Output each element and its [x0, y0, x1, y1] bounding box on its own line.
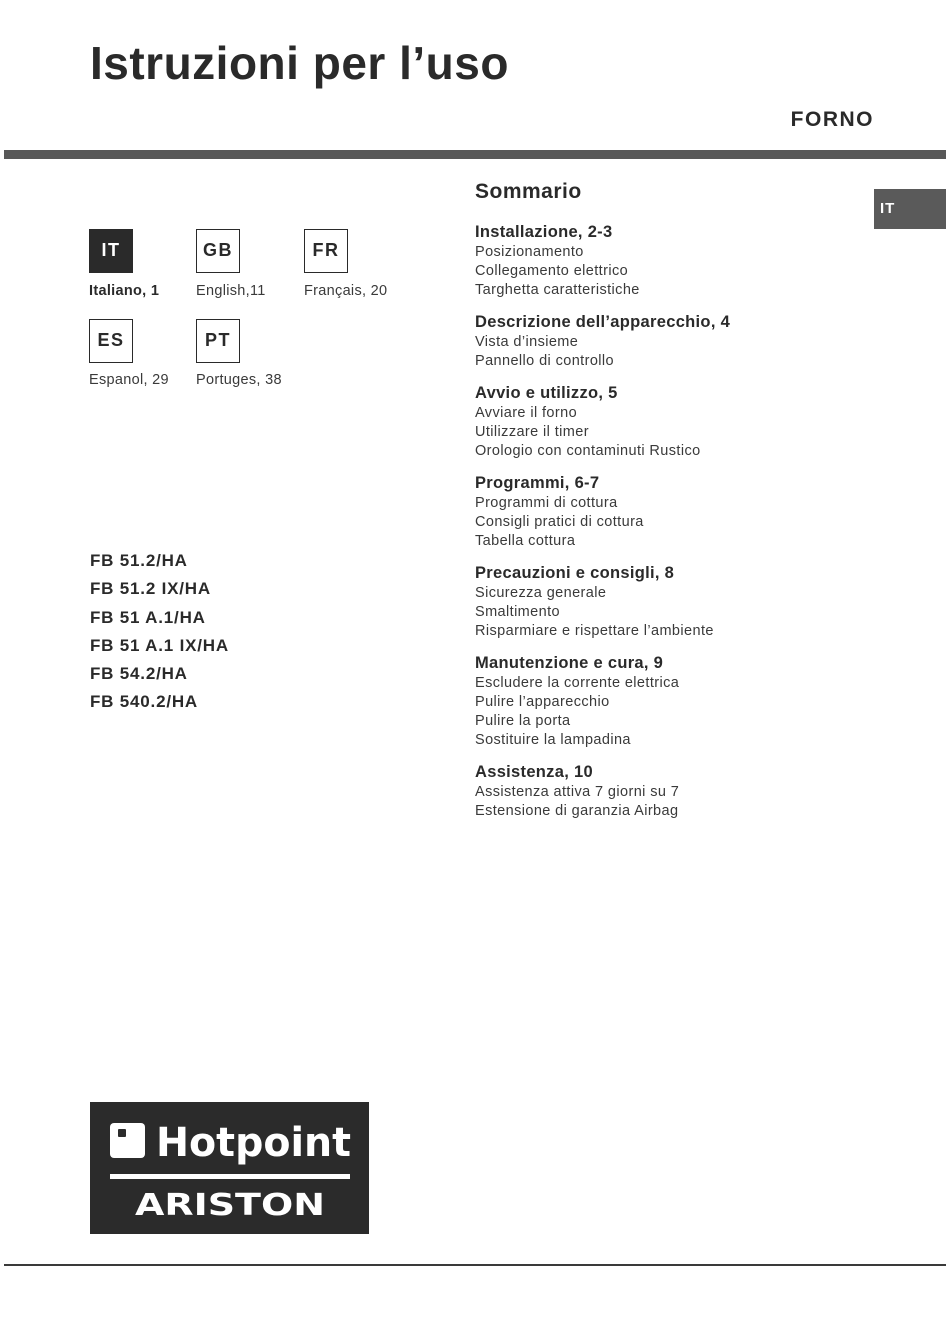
toc-item[interactable]: Avviare il forno — [475, 405, 578, 421]
toc-section-programmi — [475, 472, 855, 551]
toc-item[interactable]: Assistenza attiva 7 giorni su 7 — [475, 784, 680, 800]
lang-box-es[interactable]: ES — [89, 319, 133, 363]
lang-box-gb[interactable]: GB — [196, 229, 240, 273]
lang-label-es[interactable]: Espanol, 29 — [89, 372, 169, 388]
toc-item[interactable]: Pannello di controllo — [475, 353, 614, 369]
model-item: FB 51.2 IX/HA — [90, 579, 211, 599]
toc-item[interactable]: Vista d’insieme — [475, 334, 579, 350]
toc-item[interactable]: Estensione di garanzia Airbag — [475, 803, 679, 819]
model-item: FB 54.2/HA — [90, 664, 188, 684]
logo-wordmark-top: Hotpoint — [156, 1120, 351, 1166]
model-list — [90, 550, 229, 720]
toc-section-installazione — [475, 221, 855, 300]
lang-label-fr[interactable]: Français, 20 — [304, 283, 388, 299]
toc-heading[interactable]: Manutenzione e cura, 9 — [475, 654, 664, 672]
lang-label-pt[interactable]: Portuges, 38 — [196, 372, 282, 388]
model-item: FB 51 A.1 IX/HA — [90, 635, 229, 655]
lang-label-it[interactable]: Italiano, 1 — [89, 283, 160, 299]
toc-item[interactable]: Tabella cottura — [475, 533, 576, 549]
top-divider — [4, 150, 946, 159]
lang-box-pt[interactable]: PT — [196, 319, 240, 363]
model-item: FB 540.2/HA — [90, 692, 199, 712]
toc-item[interactable]: Risparmiare e rispettare l’ambiente — [475, 623, 714, 639]
toc-heading[interactable]: Assistenza, 10 — [475, 763, 593, 781]
logo-graphic — [90, 1102, 369, 1234]
toc-item[interactable]: Collegamento elettrico — [475, 263, 629, 279]
toc-item[interactable]: Pulire l’apparecchio — [475, 694, 610, 710]
toc-section-manutenzione — [475, 652, 855, 750]
toc-item[interactable]: Orologio con contaminuti Rustico — [475, 443, 701, 459]
lang-box-fr[interactable]: FR — [304, 229, 348, 273]
model-item: FB 51.2/HA — [90, 551, 188, 570]
logo-square-notch — [118, 1129, 126, 1137]
logo-divider — [110, 1174, 350, 1179]
toc-item[interactable]: Targhetta caratteristiche — [475, 282, 640, 298]
logo-square-icon — [110, 1123, 145, 1158]
toc-item[interactable]: Utilizzare il timer — [475, 424, 589, 440]
toc-item[interactable]: Programmi di cottura — [475, 495, 618, 511]
toc-item[interactable]: Smaltimento — [475, 604, 560, 620]
document-title: Istruzioni per l’uso — [90, 37, 509, 89]
model-item: FB 51 A.1/HA — [90, 607, 206, 627]
toc-heading[interactable]: Precauzioni e consigli, 8 — [475, 564, 675, 582]
toc-heading[interactable]: Avvio e utilizzo, 5 — [475, 384, 618, 402]
language-side-tab[interactable]: IT — [874, 189, 946, 229]
lang-label-gb[interactable]: English,11 — [196, 283, 266, 299]
toc-heading[interactable]: Installazione, 2-3 — [475, 223, 613, 241]
product-type: FORNO — [790, 108, 874, 131]
toc-item[interactable]: Posizionamento — [475, 244, 584, 260]
toc-item[interactable]: Sostituire la lampadina — [475, 732, 631, 748]
toc-heading[interactable]: Descrizione dell’apparecchio, 4 — [475, 313, 731, 331]
table-of-contents — [475, 221, 855, 832]
toc-item[interactable]: Escludere la corrente elettrica — [475, 675, 680, 691]
lang-box-it[interactable]: IT — [89, 229, 133, 273]
hotpoint-ariston-logo — [90, 1102, 369, 1234]
toc-section-precauzioni — [475, 562, 855, 641]
logo-wordmark-bottom: ARISTON — [135, 1188, 325, 1223]
toc-item[interactable]: Sicurezza generale — [475, 585, 607, 601]
bottom-divider — [4, 1264, 946, 1266]
toc-heading[interactable]: Programmi, 6-7 — [475, 474, 600, 492]
toc-section-avvio — [475, 382, 855, 461]
toc-item[interactable]: Consigli pratici di cottura — [475, 514, 644, 530]
toc-section-descrizione — [475, 311, 855, 371]
toc-section-assistenza — [475, 761, 855, 821]
toc-item[interactable]: Pulire la porta — [475, 713, 571, 729]
toc-title: Sommario — [475, 180, 582, 203]
